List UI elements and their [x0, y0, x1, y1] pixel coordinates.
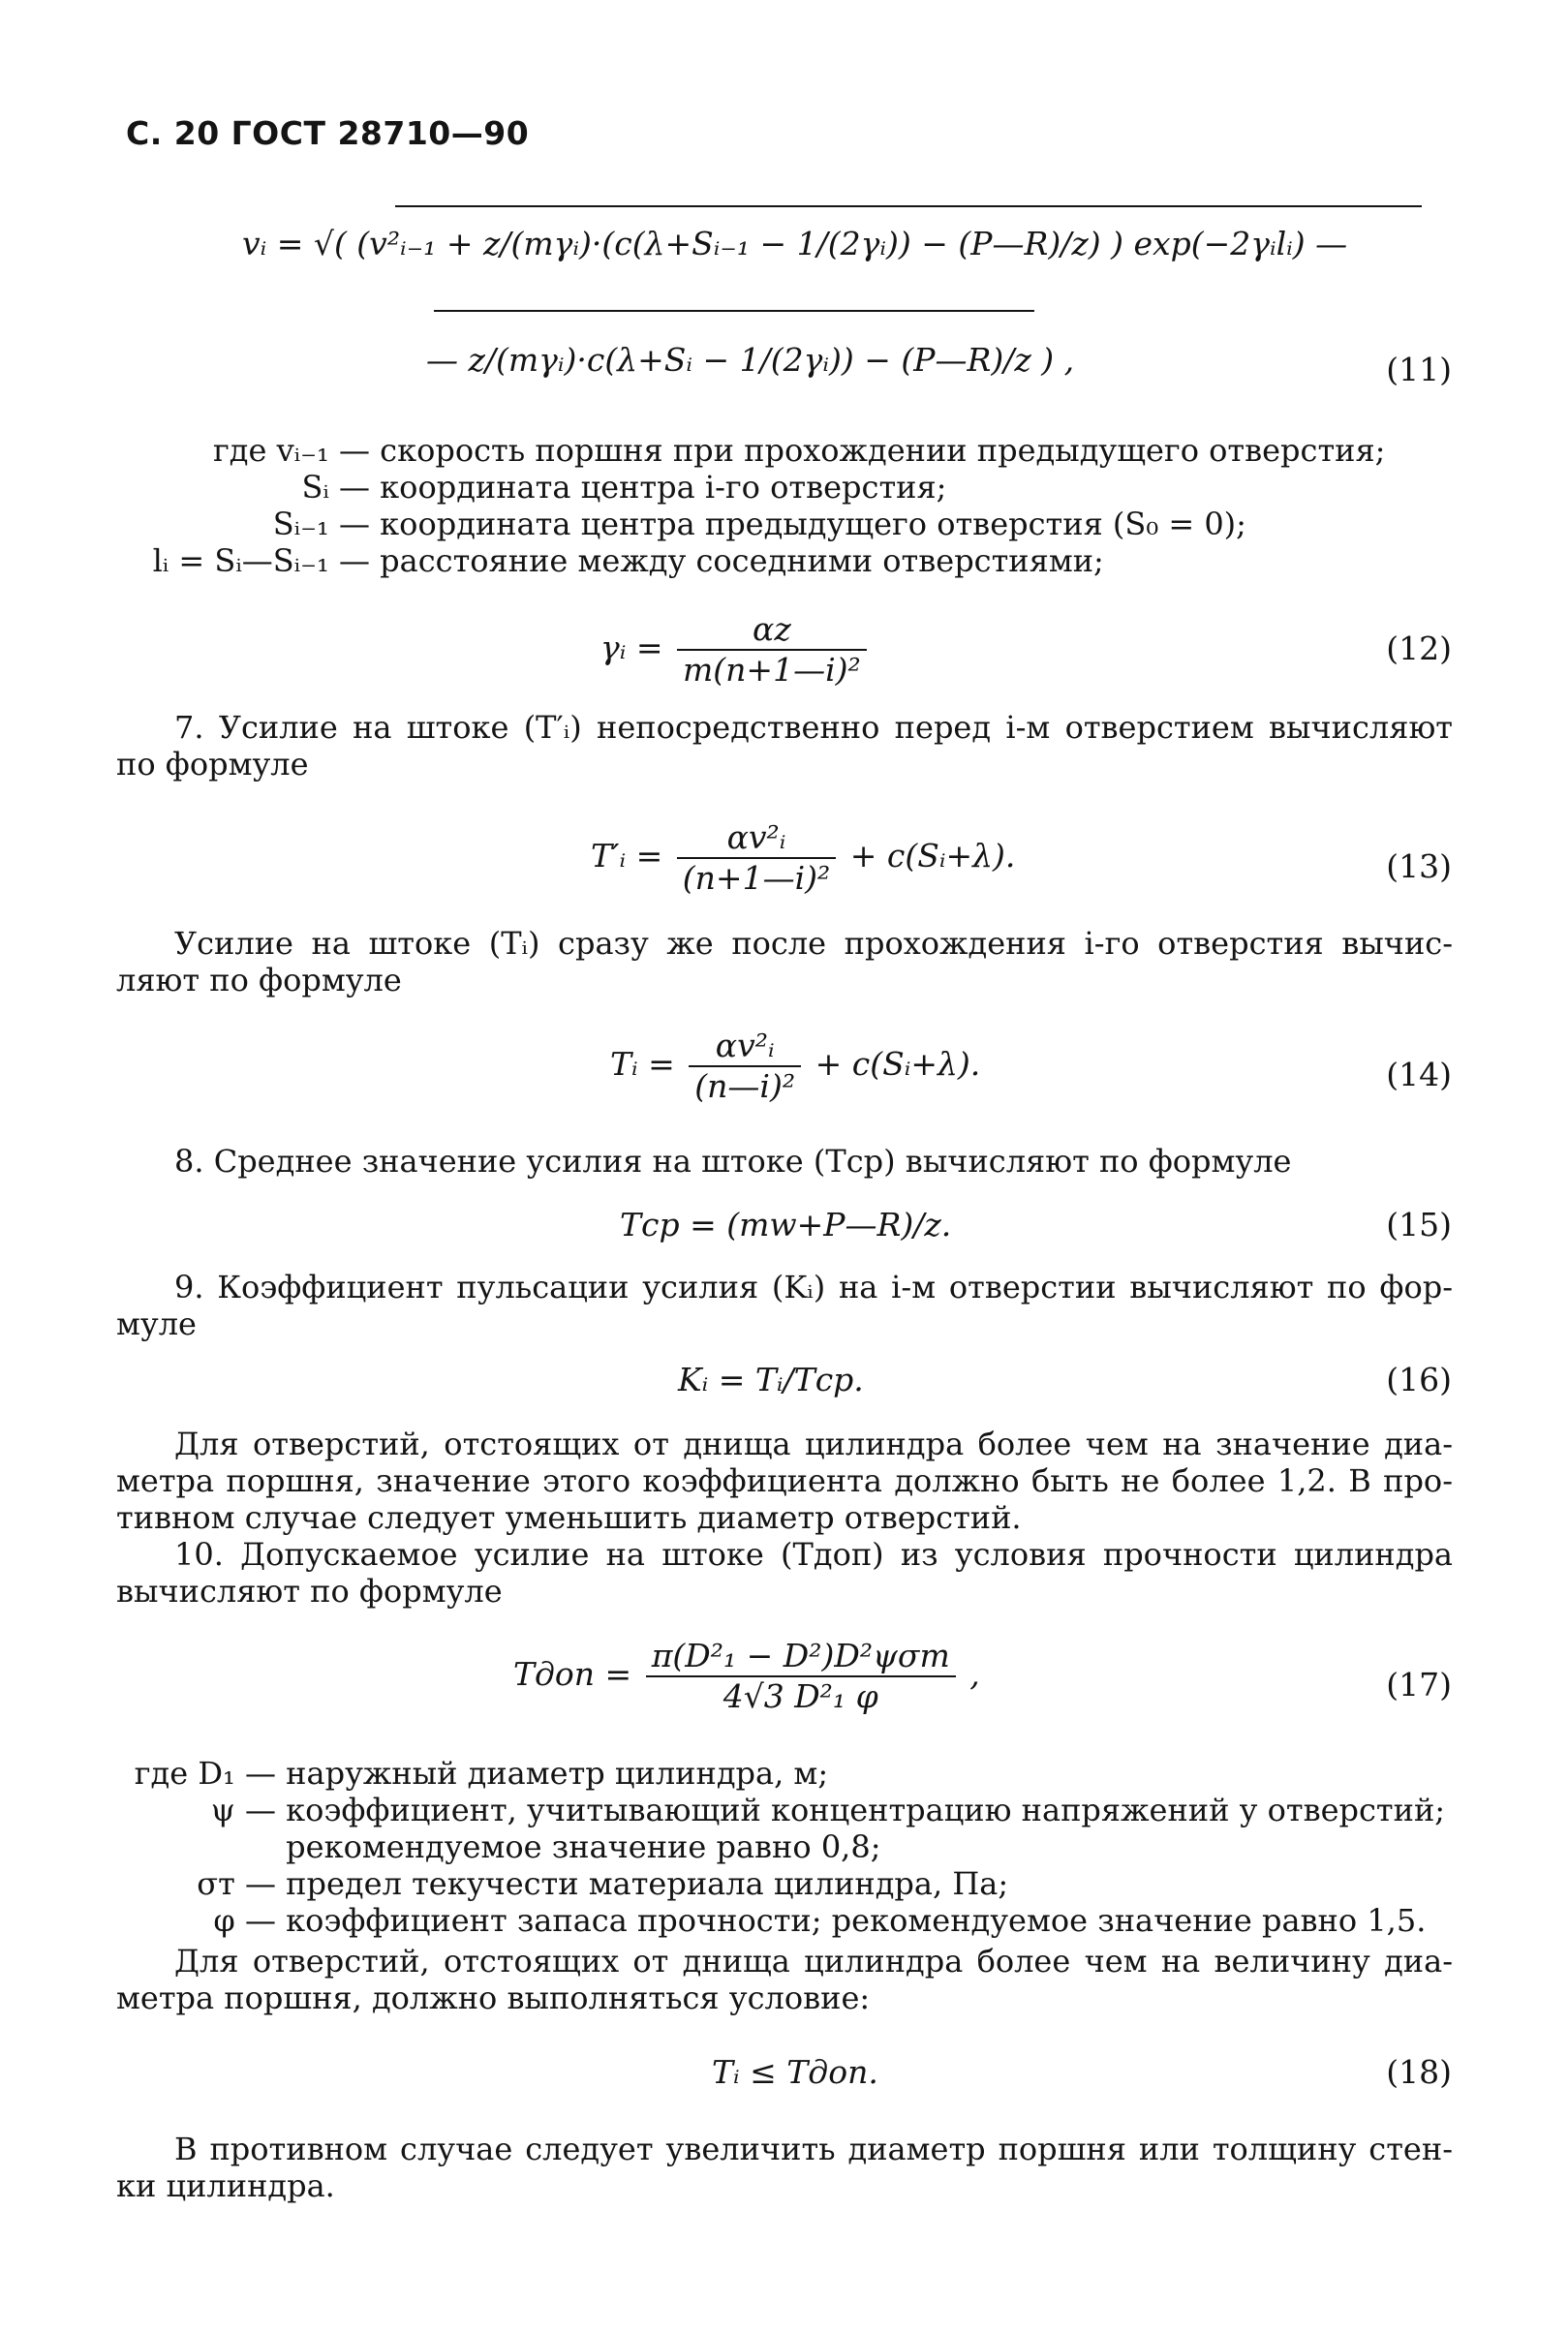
formula-14: Tᵢ = $\frac{\text{αv²ᵢ}}{\text{(n—i)²}}$ + c(Sᵢ+λ).: [610, 1027, 981, 1105]
paragraph-condition-cont: метра поршня, должно выполняться условие:: [116, 1980, 871, 2016]
paragraph-holes: Для отверстий, отстоящих от днища цилиндра более чем на значение диа- метра поршня, значение этого коэффициента должно быть не более 1,2. В про- тивном случае следует уменьшить диаметр отверстий.: [116, 1426, 1453, 1536]
definition-list-17: [116, 1755, 1445, 1939]
formula-15: Tср = (mw+P—R)/z.: [620, 1206, 952, 1243]
formula-15-number: (15): [1386, 1206, 1452, 1243]
formula-12-number: (12): [1386, 629, 1452, 667]
formula-12: γᵢ = $\frac{\alpha z}{\text{m(n+1—i)²}}$: [600, 610, 871, 690]
page-header: С. 20 ГОСТ 28710—90: [126, 114, 530, 152]
definition-row: ψ — коэффициент, учитывающий концентрацию напряжений у отверстий;: [210, 1792, 1446, 1828]
formula-17-number: (17): [1386, 1666, 1452, 1704]
definition-row: где vᵢ₋₁ — скорость поршня при прохождении предыдущего отверстия;: [213, 432, 1386, 469]
formula-13-number: (13): [1386, 847, 1452, 885]
formula-18: Tᵢ ≤ Tдоп.: [712, 2053, 878, 2091]
definition-row: где D₁ — наружный диаметр цилиндра, м;: [134, 1755, 829, 1792]
definition-row: φ — коэффициент запаса прочности; рекомендуемое значение равно 1,5.: [213, 1902, 1427, 1939]
radical-overline: [395, 205, 1422, 207]
formula-16: Kᵢ = Tᵢ/Tср.: [678, 1361, 864, 1398]
paragraph-last-cont: ки цилиндра.: [116, 2167, 335, 2204]
formula-11-number: (11): [1386, 351, 1452, 388]
paragraph-10-cont: вычисляют по формуле: [116, 1573, 503, 1610]
paragraph-7: 7. Усилие на штоке (T′ᵢ) непосредственно перед i-м отверстием вычисляют: [174, 709, 1453, 746]
definition-list-11: [116, 432, 1385, 579]
paragraph-force-after: Усилие на штоке (Tᵢ) сразу же после прохождения i-го отверстия вычис-: [174, 925, 1453, 962]
formula-14-number: (14): [1386, 1056, 1452, 1093]
formula-18-number: (18): [1386, 2053, 1452, 2091]
formula-16-number: (16): [1386, 1361, 1452, 1398]
definition-row: σт — предел текучести материала цилиндра, Па;: [197, 1865, 1009, 1902]
formula-13: T′ᵢ = $\frac{\text{αv²ᵢ}}{\text{(n+1—i)²}}$ + c(Sᵢ+λ).: [591, 818, 1016, 897]
formula-11-line1: vᵢ = √( (v²ᵢ₋₁ + z/(mγᵢ)·(c(λ+Sᵢ₋₁ − 1/(2γᵢ)) − (P—R)/z) ) exp(−2γᵢlᵢ) —: [242, 225, 1348, 262]
paragraph-condition: Для отверстий, отстоящих от днища цилиндра более чем на величину диа-: [174, 1943, 1453, 1980]
paragraph-9: 9. Коэффициент пульсации усилия (Kᵢ) на i-м отверстии вычисляют по фор-: [174, 1269, 1453, 1305]
paragraph-last: В противном случае следует увеличить диаметр поршня или толщину стен-: [174, 2131, 1453, 2167]
paragraph-10: 10. Допускаемое усилие на штоке (Tдоп) из условия прочности цилиндра: [174, 1536, 1453, 1573]
paragraph-8: 8. Среднее значение усилия на штоке (Tср) вычисляют по формуле: [174, 1143, 1292, 1180]
paragraph-force-after-cont: ляют по формуле: [116, 962, 402, 998]
definition-row: рекомендуемое значение равно 0,8;: [286, 1828, 881, 1865]
paragraph-7-cont: по формуле: [116, 746, 309, 783]
definition-row: Sᵢ — координата центра i-го отверстия;: [301, 469, 947, 506]
formula-17: Tдоп = $\frac{\text{π(D²₁ − D²)D²ψσт}}{\text{4√3 D²₁ φ}}$ ,: [513, 1637, 980, 1715]
radical-overline-2: [434, 310, 1034, 312]
definition-row: lᵢ = Sᵢ—Sᵢ₋₁ — расстояние между соседними отверстиями;: [152, 542, 1104, 579]
formula-11-line2: — z/(mγᵢ)·c(λ+Sᵢ − 1/(2γᵢ)) − (P—R)/z ) ,: [426, 341, 1075, 379]
paragraph-9-cont: муле: [116, 1305, 197, 1342]
definition-row: Sᵢ₋₁ — координата центра предыдущего отверстия (S₀ = 0);: [272, 506, 1246, 542]
